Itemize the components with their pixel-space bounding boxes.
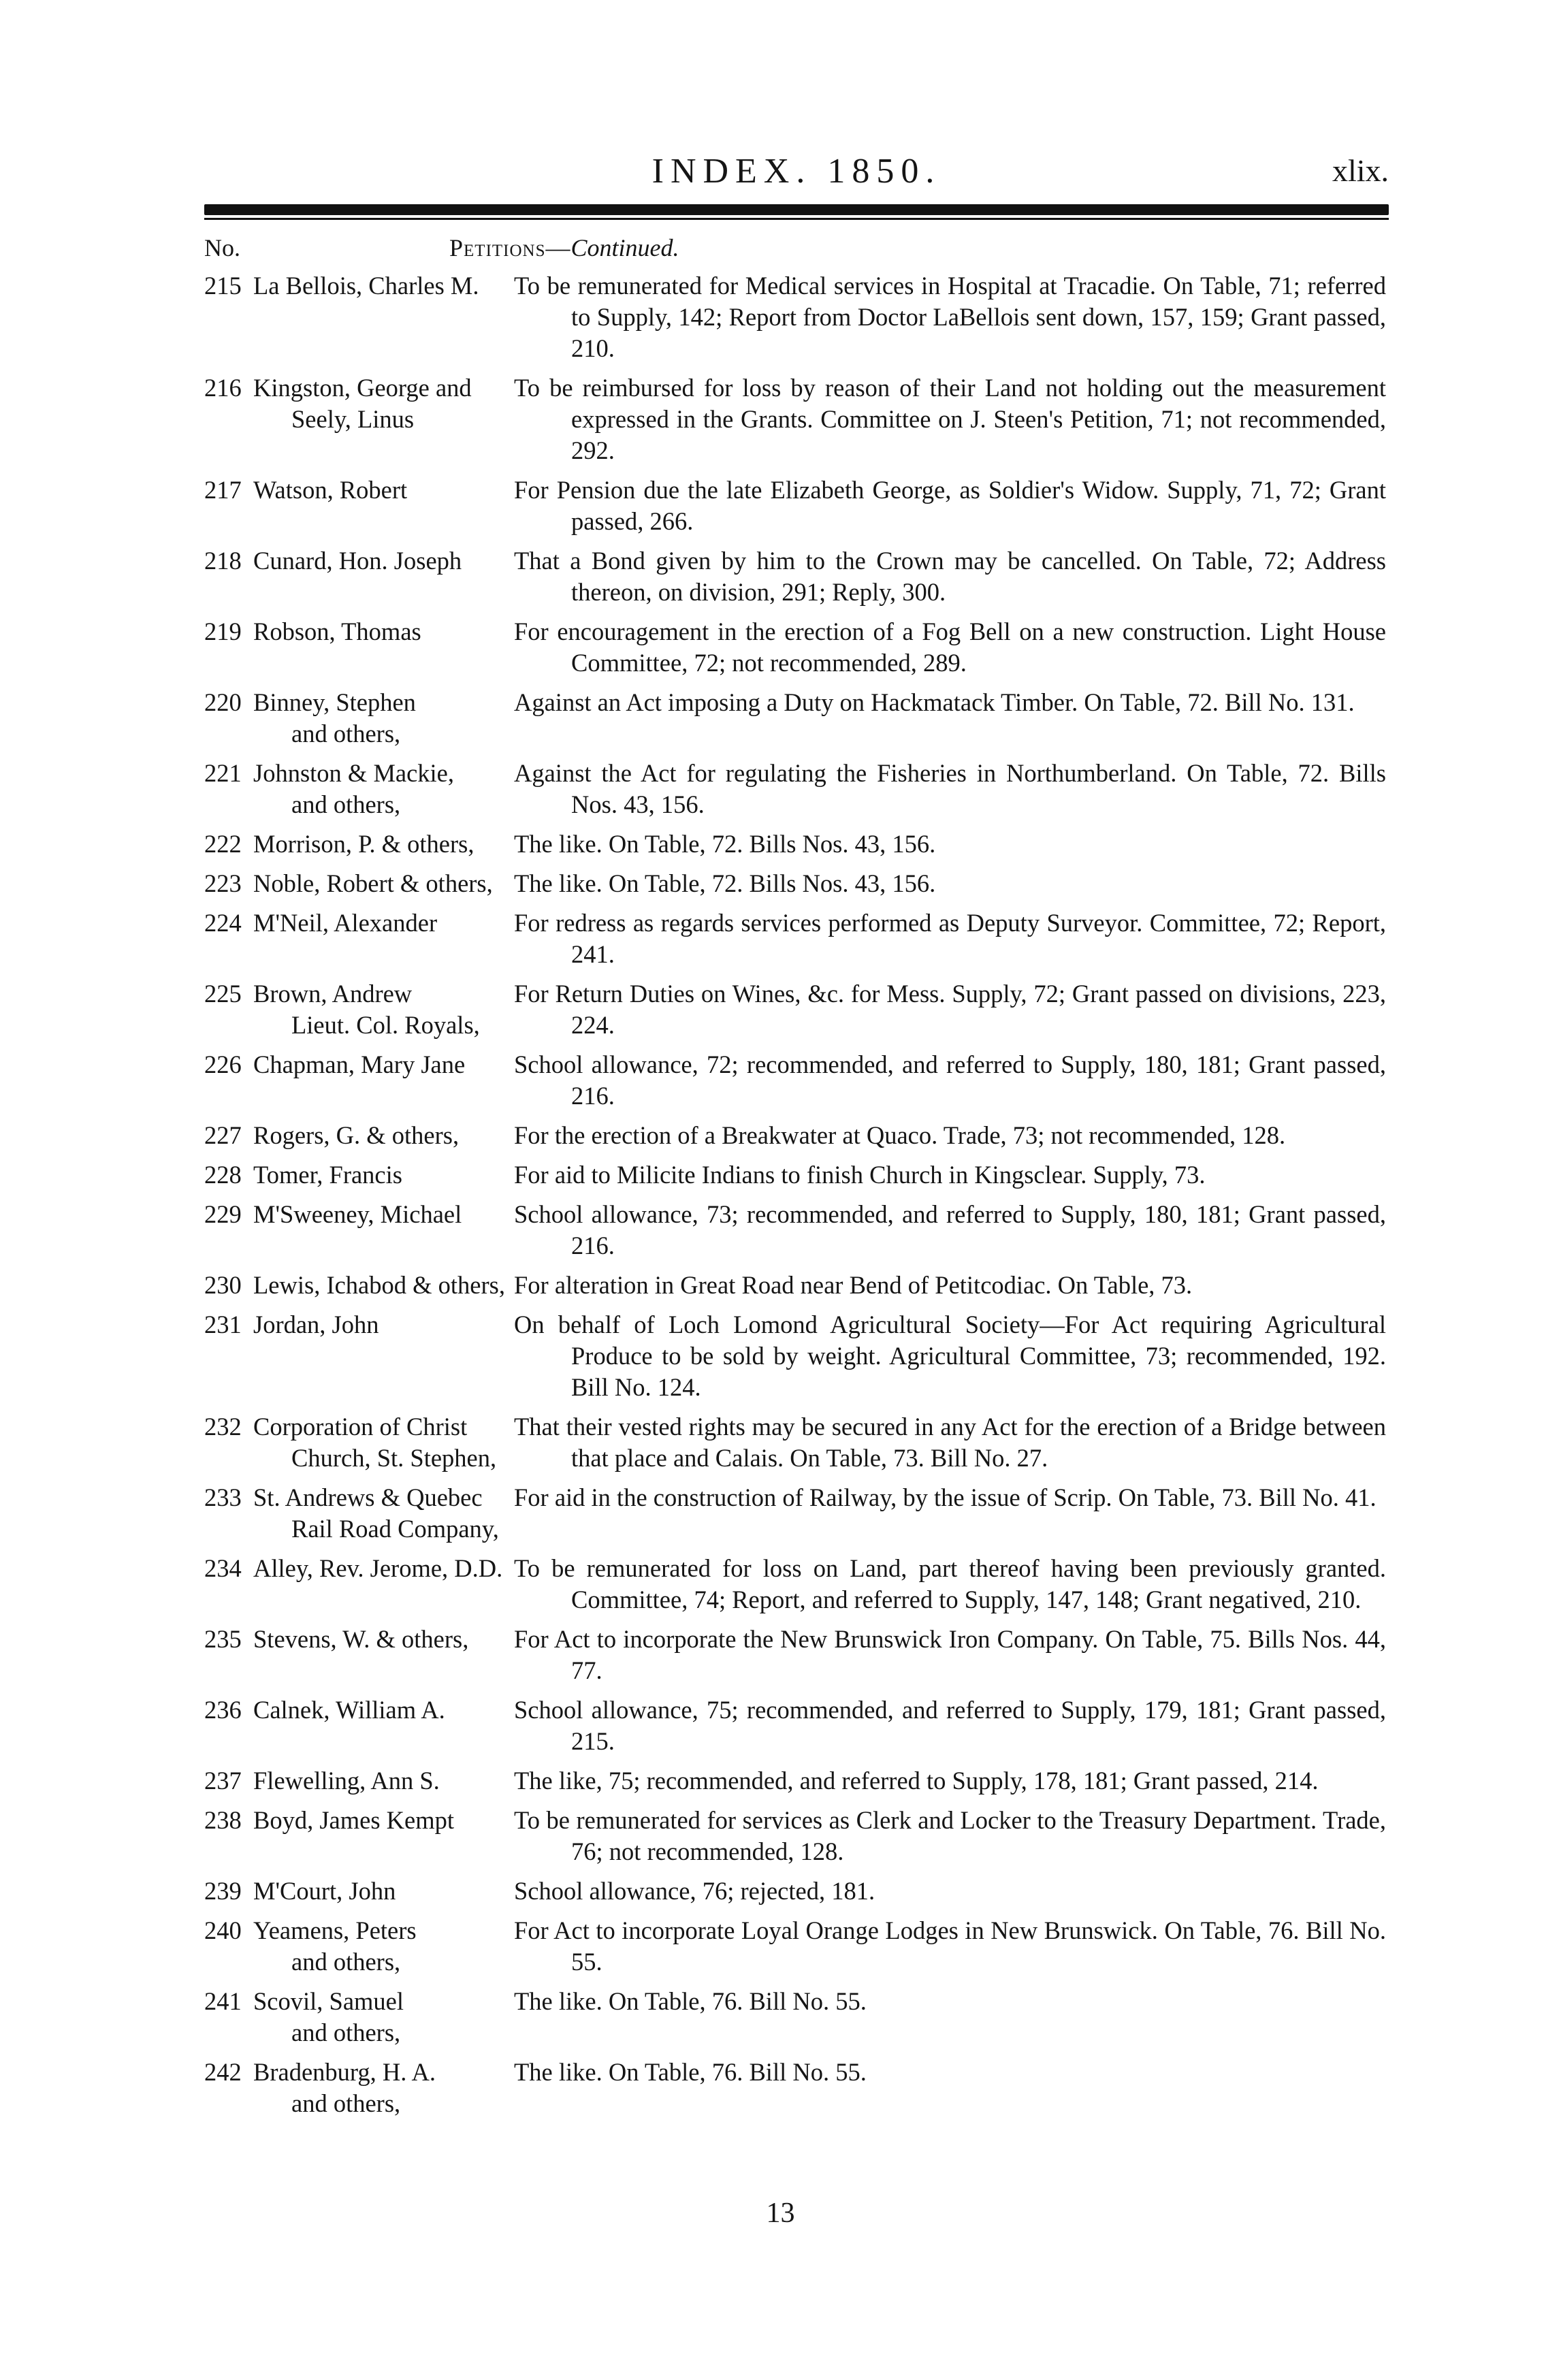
petitioner-name-line1: Kingston, George and bbox=[253, 374, 472, 402]
petition-entry bbox=[204, 1270, 1389, 1301]
petition-entry bbox=[204, 1482, 1389, 1545]
petitioner-name bbox=[245, 1553, 514, 1615]
petitioner-name-line1: Robson, Thomas bbox=[253, 617, 421, 645]
petition-description: School allowance, 73; recommended, and referred to Supply, 180, 181; Grant passed, 216. bbox=[514, 1200, 1386, 1259]
petitioner-name bbox=[245, 1120, 514, 1151]
petitioner-name-line1: Corporation of Christ bbox=[253, 1413, 468, 1441]
petition-entry bbox=[204, 2057, 1389, 2119]
petition-number: 242 bbox=[204, 2058, 242, 2086]
petitioner-name-line1: M'Sweeney, Michael bbox=[253, 1200, 462, 1228]
petitioner-name-line1: Stevens, W. & others, bbox=[253, 1625, 469, 1653]
petition-description: To be remunerated for services as Clerk and Locker to the Treasury Department. Trade, 76; not recommended, 128. bbox=[514, 1806, 1386, 1865]
petition-number: 222 bbox=[204, 830, 242, 858]
petitioner-name-line1: Chapman, Mary Jane bbox=[253, 1050, 466, 1078]
petitioner-name-line1: Jordan, John bbox=[253, 1310, 379, 1338]
petition-number: 237 bbox=[204, 1767, 242, 1795]
number-column-label: No. bbox=[204, 234, 240, 261]
petitioner-name bbox=[245, 1199, 514, 1261]
petition-entry bbox=[204, 1159, 1389, 1191]
petition-entry bbox=[204, 978, 1389, 1041]
petition-description: For Return Duties on Wines, &c. for Mess. Supply, 72; Grant passed on divisions, 223, 224. bbox=[514, 980, 1386, 1039]
petition-entry bbox=[204, 1765, 1389, 1797]
petition-description: On behalf of Loch Lomond Agricultural Society—For Act requiring Agricultural Produce to be sold by weight. Agricultural Committee, 73; recommended, 192. Bill No. 124. bbox=[514, 1310, 1386, 1401]
petition-entry bbox=[204, 1876, 1389, 1907]
petition-description: For aid in the construction of Railway, by the issue of Scrip. On Table, 73. Bill No. 41. bbox=[514, 1483, 1377, 1511]
petitioner-name bbox=[245, 372, 514, 466]
petitioner-name bbox=[245, 868, 514, 899]
petitioner-name-line2: and others, bbox=[291, 720, 401, 747]
petitioner-name bbox=[245, 1805, 514, 1867]
petition-description: The like. On Table, 72. Bills Nos. 43, 156. bbox=[514, 830, 936, 858]
petitioner-name bbox=[245, 758, 514, 820]
petition-description: School allowance, 76; rejected, 181. bbox=[514, 1877, 875, 1905]
petition-number: 241 bbox=[204, 1987, 242, 2015]
petitioner-name-line2: Church, St. Stephen, bbox=[291, 1444, 497, 1472]
folio-number: xlix. bbox=[1332, 153, 1389, 188]
petition-number: 234 bbox=[204, 1554, 242, 1582]
petition-number: 238 bbox=[204, 1806, 242, 1834]
petitioner-name bbox=[245, 1411, 514, 1474]
petition-number: 240 bbox=[204, 1916, 242, 1944]
petition-entry bbox=[204, 1411, 1389, 1474]
petition-number: 229 bbox=[204, 1200, 242, 1228]
petitioner-name-line2: and others, bbox=[291, 790, 401, 818]
petitioner-name-line1: Johnston & Mackie, bbox=[253, 759, 455, 787]
petition-description: Against the Act for regulating the Fisheries in Northumberland. On Table, 72. Bills Nos. 43, 156. bbox=[514, 759, 1386, 818]
petition-entry bbox=[204, 1049, 1389, 1112]
petitioner-name-line1: Flewelling, Ann S. bbox=[253, 1767, 440, 1795]
petition-entry bbox=[204, 475, 1389, 537]
petition-description: For the erection of a Breakwater at Quaco. Trade, 73; not recommended, 128. bbox=[514, 1121, 1286, 1149]
petitioner-name-line1: M'Court, John bbox=[253, 1877, 396, 1905]
petition-entry bbox=[204, 545, 1389, 608]
petitioner-name-line1: Tomer, Francis bbox=[253, 1161, 402, 1189]
petitioner-name bbox=[245, 1915, 514, 1978]
petition-entry bbox=[204, 1199, 1389, 1261]
petitioner-name-line1: St. Andrews & Quebec bbox=[253, 1483, 483, 1511]
column-header bbox=[204, 229, 1389, 269]
petitioner-name bbox=[245, 907, 514, 970]
header-rule-thin bbox=[204, 218, 1389, 220]
petition-description: The like. On Table, 72. Bills Nos. 43, 156. bbox=[514, 869, 936, 897]
petition-number: 236 bbox=[204, 1696, 242, 1724]
petition-description: That a Bond given by him to the Crown may be cancelled. On Table, 72; Address thereon, on division, 291; Reply, 300. bbox=[514, 547, 1386, 606]
petition-number: 225 bbox=[204, 980, 242, 1008]
petitioner-name-line1: Scovil, Samuel bbox=[253, 1987, 404, 2015]
petition-entry bbox=[204, 372, 1389, 466]
petition-entry bbox=[204, 1120, 1389, 1151]
petition-number: 217 bbox=[204, 476, 242, 504]
section-label: Petitions— bbox=[449, 234, 571, 261]
petitioner-name bbox=[245, 1309, 514, 1403]
petitioner-name bbox=[245, 1624, 514, 1686]
petitioner-name-line1: Yeamens, Peters bbox=[253, 1916, 417, 1944]
petition-entry bbox=[204, 907, 1389, 970]
petition-entry bbox=[204, 1694, 1389, 1757]
petitioner-name-line2: and others, bbox=[291, 1948, 401, 1976]
section-heading bbox=[449, 234, 679, 262]
petition-number: 227 bbox=[204, 1121, 242, 1149]
page-title: INDEX. 1850. bbox=[651, 152, 942, 191]
petition-number: 230 bbox=[204, 1271, 242, 1299]
petitioner-name bbox=[245, 1986, 514, 2048]
petition-number: 223 bbox=[204, 869, 242, 897]
index-page bbox=[204, 150, 1389, 2127]
petition-description: For Act to incorporate the New Brunswick Iron Company. On Table, 75. Bills Nos. 44, 77. bbox=[514, 1625, 1386, 1684]
petition-description: The like. On Table, 76. Bill No. 55. bbox=[514, 1987, 867, 2015]
petition-description: To be remunerated for loss on Land, part thereof having been previously granted. Committee, 74; Report, and referred to Supply, 147, 148; Grant negatived, 210. bbox=[514, 1554, 1386, 1613]
section-continued-label: Continued. bbox=[570, 234, 679, 261]
petition-description: For aid to Milicite Indians to finish Church in Kingsclear. Supply, 73. bbox=[514, 1161, 1206, 1189]
petitioner-name bbox=[245, 1049, 514, 1112]
petitioner-name-line1: Lewis, Ichabod & others, bbox=[253, 1271, 505, 1299]
petition-entry bbox=[204, 758, 1389, 820]
petition-description: The like. On Table, 76. Bill No. 55. bbox=[514, 2058, 867, 2086]
petitioner-name-line1: Brown, Andrew bbox=[253, 980, 413, 1008]
petitioner-name bbox=[245, 616, 514, 679]
petition-description: School allowance, 72; recommended, and referred to Supply, 180, 181; Grant passed, 216. bbox=[514, 1050, 1386, 1110]
petitioner-name-line2: Lieut. Col. Royals, bbox=[291, 1011, 480, 1039]
petition-number: 216 bbox=[204, 374, 242, 402]
petitioner-name bbox=[245, 1765, 514, 1797]
header-rule-thick bbox=[204, 204, 1389, 215]
petition-entry bbox=[204, 1915, 1389, 1978]
petitioner-name bbox=[245, 475, 514, 537]
petition-number: 219 bbox=[204, 617, 242, 645]
petition-entry bbox=[204, 829, 1389, 860]
petitioner-name-line1: Bradenburg, H. A. bbox=[253, 2058, 436, 2086]
petition-entry bbox=[204, 1986, 1389, 2048]
petition-description: For Act to incorporate Loyal Orange Lodges in New Brunswick. On Table, 76. Bill No. 55. bbox=[514, 1916, 1386, 1976]
petition-entry bbox=[204, 270, 1389, 364]
petition-description: For redress as regards services performed as Deputy Surveyor. Committee, 72; Report, 241. bbox=[514, 909, 1386, 968]
petitioner-name bbox=[245, 2057, 514, 2119]
petitioner-name-line1: Noble, Robert & others, bbox=[253, 869, 493, 897]
petition-number: 239 bbox=[204, 1877, 242, 1905]
petitioner-name bbox=[245, 270, 514, 364]
petitioner-name bbox=[245, 1482, 514, 1545]
petition-number: 215 bbox=[204, 272, 242, 300]
petitioner-name-line1: Cunard, Hon. Joseph bbox=[253, 547, 462, 575]
petitioner-name bbox=[245, 978, 514, 1041]
petitioner-name-line2: and others, bbox=[291, 2089, 401, 2117]
petition-description: For encouragement in the erection of a Fog Bell on a new construction. Light House Committee, 72; not recommended, 289. bbox=[514, 617, 1386, 677]
petition-number: 224 bbox=[204, 909, 242, 937]
petitioner-name-line1: Calnek, William A. bbox=[253, 1696, 445, 1724]
petitioner-name bbox=[245, 829, 514, 860]
petition-description: To be reimbursed for loss by reason of their Land not holding out the measurement expressed in the Grants. Committee on J. Steen's Petition, 71; not recommended, 292. bbox=[514, 374, 1386, 464]
running-head bbox=[204, 150, 1389, 197]
petition-entry bbox=[204, 868, 1389, 899]
petition-number: 233 bbox=[204, 1483, 242, 1511]
petition-description: That their vested rights may be secured in any Act for the erection of a Bridge between that place and Calais. On Table, 73. Bill No. 27. bbox=[514, 1413, 1386, 1472]
petition-number: 235 bbox=[204, 1625, 242, 1653]
petition-entry bbox=[204, 1805, 1389, 1867]
petitioner-name bbox=[245, 687, 514, 750]
petitioner-name bbox=[245, 1270, 514, 1301]
petition-entry bbox=[204, 616, 1389, 679]
petitioner-name-line1: La Bellois, Charles M. bbox=[253, 272, 479, 300]
petition-description: For Pension due the late Elizabeth George, as Soldier's Widow. Supply, 71, 72; Grant passed, 266. bbox=[514, 476, 1386, 535]
petition-number: 228 bbox=[204, 1161, 242, 1189]
petition-number: 220 bbox=[204, 688, 242, 716]
petition-description: To be remunerated for Medical services in Hospital at Tracadie. On Table, 71; referred to Supply, 142; Report from Doctor LaBellois sent down, 157, 159; Grant passed, 210. bbox=[514, 272, 1386, 362]
petitioner-name-line1: Boyd, James Kempt bbox=[253, 1806, 455, 1834]
petitioner-name bbox=[245, 1694, 514, 1757]
petition-number: 231 bbox=[204, 1310, 242, 1338]
petitioner-name-line1: Alley, Rev. Jerome, D.D. bbox=[253, 1554, 503, 1582]
petitioner-name bbox=[245, 545, 514, 608]
petition-number: 232 bbox=[204, 1413, 242, 1441]
petitioner-name-line2: Seely, Linus bbox=[291, 405, 415, 433]
petition-entry bbox=[204, 1309, 1389, 1403]
petition-number: 221 bbox=[204, 759, 242, 787]
petitioner-name-line2: and others, bbox=[291, 2019, 401, 2046]
petition-list bbox=[204, 270, 1389, 2119]
petition-number: 226 bbox=[204, 1050, 242, 1078]
petition-description: The like, 75; recommended, and referred to Supply, 178, 181; Grant passed, 214. bbox=[514, 1767, 1319, 1795]
petitioner-name-line1: Watson, Robert bbox=[253, 476, 408, 504]
petitioner-name-line1: Morrison, P. & others, bbox=[253, 830, 474, 858]
page-number: 13 bbox=[766, 2198, 795, 2229]
petitioner-name bbox=[245, 1876, 514, 1907]
petitioner-name-line1: Rogers, G. & others, bbox=[253, 1121, 460, 1149]
petitioner-name-line1: M'Neil, Alexander bbox=[253, 909, 438, 937]
petitioner-name-line1: Binney, Stephen bbox=[253, 688, 416, 716]
petition-entry bbox=[204, 1624, 1389, 1686]
petition-description: School allowance, 75; recommended, and referred to Supply, 179, 181; Grant passed, 215. bbox=[514, 1696, 1386, 1755]
petition-entry bbox=[204, 1553, 1389, 1615]
petitioner-name bbox=[245, 1159, 514, 1191]
petitioner-name-line2: Rail Road Company, bbox=[291, 1515, 499, 1543]
petition-number: 218 bbox=[204, 547, 242, 575]
petition-description: Against an Act imposing a Duty on Hackmatack Timber. On Table, 72. Bill No. 131. bbox=[514, 688, 1355, 716]
petition-entry bbox=[204, 687, 1389, 750]
petition-description: For alteration in Great Road near Bend of Petitcodiac. On Table, 73. bbox=[514, 1271, 1193, 1299]
